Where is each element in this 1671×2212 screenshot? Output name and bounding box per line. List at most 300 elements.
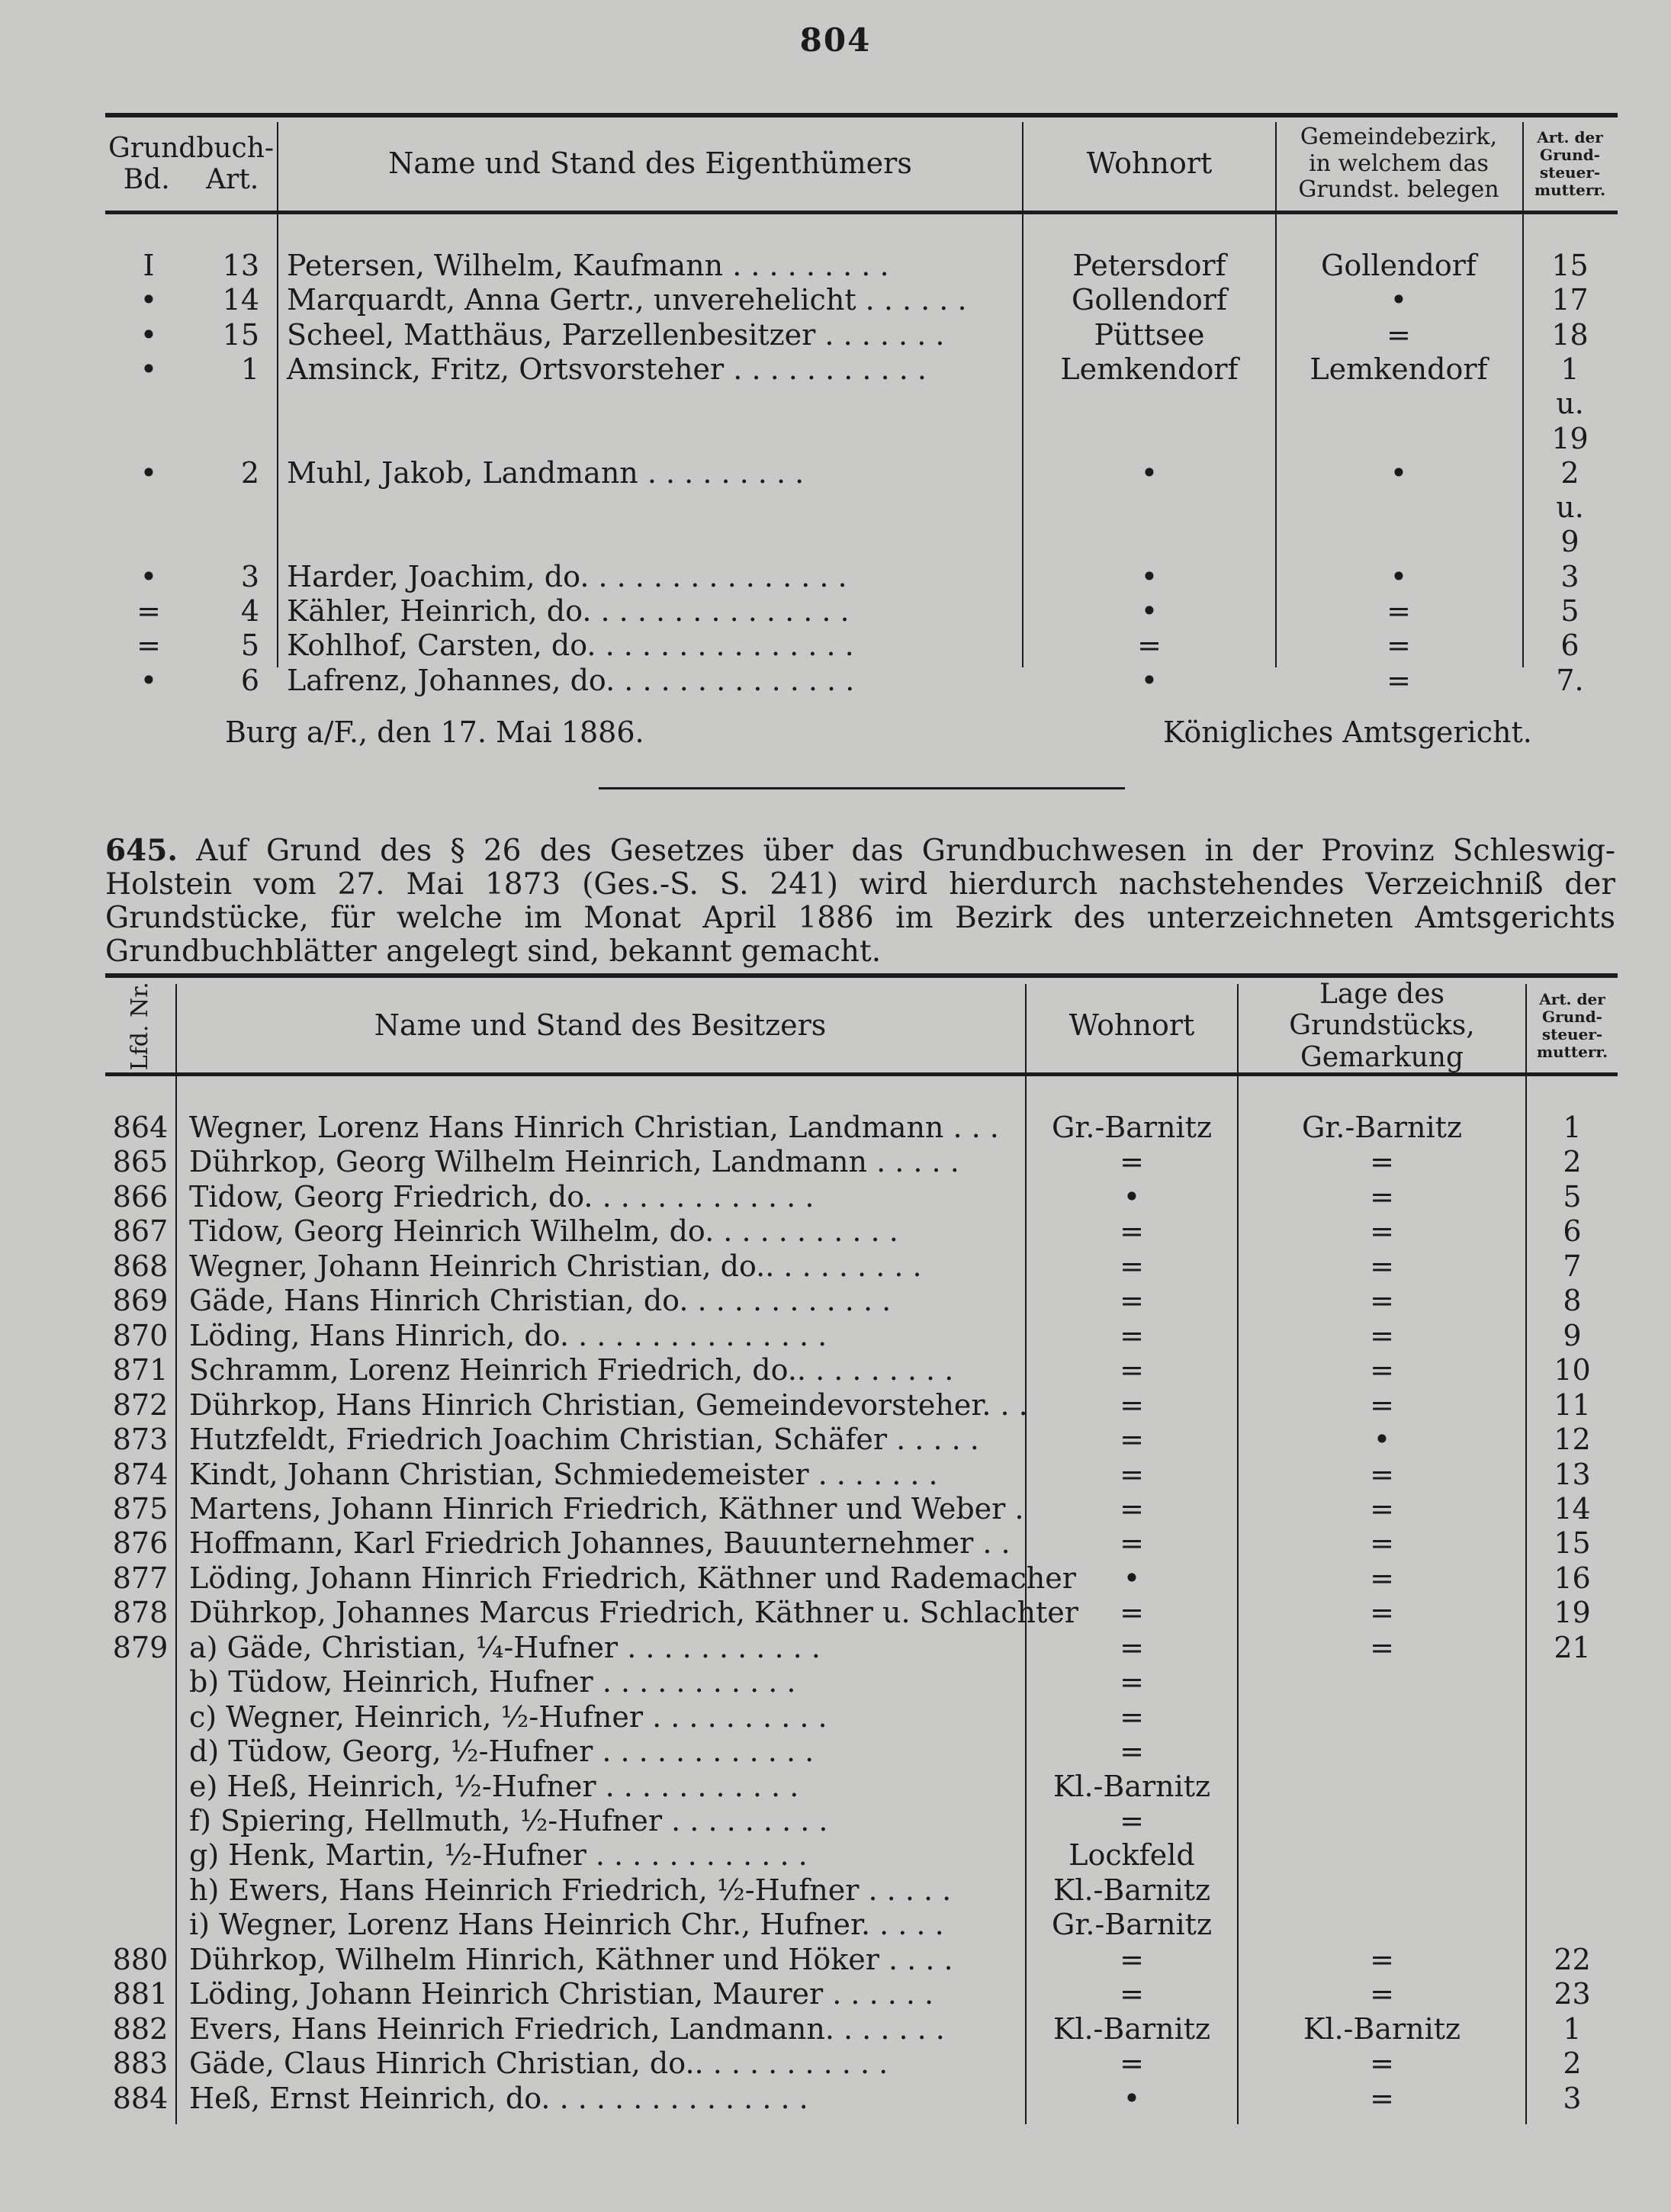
row-wohnort: = (1120, 1492, 1144, 1526)
table-row (0, 1179, 1671, 1214)
row-artgs: 15 (1551, 249, 1589, 282)
row-name (287, 352, 1017, 387)
row-nr: 881 (112, 1977, 169, 2011)
row-name-text: Martens, Johann Hinrich Friedrich, Käthner und Weber (189, 1492, 1006, 1526)
row-name-text: Kindt, Johann Christian, Schmiedemeister (189, 1458, 809, 1491)
table-row (0, 524, 1671, 559)
row-artgs: u. (1556, 490, 1584, 524)
row-name (189, 1769, 1020, 1804)
row-lage: = (1370, 1319, 1394, 1352)
row-artgs: 11 (1554, 1388, 1591, 1422)
table-row (0, 1595, 1671, 1630)
row-nr: 869 (112, 1284, 169, 1317)
row-gemeinde: = (1387, 664, 1411, 697)
row-wohnort: • (1123, 1180, 1141, 1214)
row-name-text: b) Tüdow, Heinrich, Hufner (189, 1665, 593, 1699)
row-artgs: 12 (1554, 1423, 1591, 1456)
row-leader-dots: . . . . . . . . . . . (596, 1770, 799, 1803)
row-leader-dots: . . . . (870, 1908, 944, 1941)
row-name (189, 1803, 1020, 1838)
table-row (0, 1664, 1671, 1699)
header-artgs-line-3: steuer- (1541, 1025, 1603, 1043)
table-row (0, 1561, 1671, 1596)
row-name-text: Wegner, Lorenz Hans Hinrich Christian, Landmann (189, 1111, 944, 1144)
row-leader-dots: . . . . . . . . . . . . . . (589, 560, 847, 593)
row-wohnort: = (1120, 1145, 1144, 1178)
table-row (0, 593, 1671, 629)
row-wohnort: = (1120, 1977, 1144, 2011)
row-lage: Kl.-Barnitz (1303, 2012, 1461, 2046)
row-art: 5 (240, 629, 259, 662)
row-leader-dots: . . . (982, 1388, 1028, 1422)
row-leader-dots: . . . . . . . . . . . (724, 352, 927, 386)
row-wohnort: = (1120, 2046, 1144, 2080)
row-wohnort: = (1120, 1804, 1144, 1837)
row-artgs: 22 (1554, 1943, 1591, 1976)
row-artgs: 6 (1563, 1214, 1582, 1248)
table-row (0, 559, 1671, 594)
section-645-paragraph (105, 834, 1615, 969)
row-nr: 872 (112, 1388, 169, 1422)
header-artgs-line-2: Grund- (1540, 146, 1600, 164)
row-leader-dots: . . . . . . . . . . (643, 1700, 827, 1734)
table-row (0, 1769, 1671, 1804)
header-artgs-line-4: mutterr. (1534, 181, 1606, 199)
row-name-text: Kähler, Heinrich, do. (287, 594, 592, 628)
row-wohnort: = (1120, 1388, 1144, 1422)
row-name-text: f) Spiering, Hellmuth, ½-Hufner (189, 1804, 663, 1837)
row-name-text: g) Henk, Martin, ½-Hufner (189, 1838, 586, 1872)
row-wohnort: Kl.-Barnitz (1052, 1873, 1211, 1907)
row-name-text: Petersen, Wilhelm, Kaufmann (287, 249, 724, 282)
table-row (0, 1873, 1671, 1908)
header-lage-line-1: Lage des Grundstücks, (1289, 978, 1475, 1042)
row-leader-dots: . . . . . . . . . . . (593, 1665, 796, 1699)
row-artgs: 3 (1563, 2082, 1582, 2115)
row-nr: 866 (112, 1180, 169, 1214)
row-wohnort: • (1140, 456, 1158, 490)
table-row (0, 421, 1671, 456)
row-leader-dots: . . . . . . . . . (638, 456, 805, 490)
table-row (0, 386, 1671, 421)
row-name (189, 1249, 1020, 1284)
row-leader-dots: . . . . . (887, 1423, 979, 1456)
table-row (0, 1699, 1671, 1735)
row-art: 1 (240, 352, 259, 386)
row-wohnort: = (1120, 1596, 1144, 1629)
row-artgs: 16 (1554, 1561, 1591, 1595)
row-name (189, 1526, 1020, 1561)
row-bd: = (137, 629, 161, 662)
row-name (287, 282, 1017, 317)
row-artgs: 2 (1563, 1145, 1582, 1178)
row-name-text: Dührkop, Wilhelm Hinrich, Käthner und Höker (189, 1943, 879, 1976)
row-leader-dots: . . . . . . . . (806, 1353, 954, 1387)
row-name (287, 559, 1017, 594)
row-lage: • (1373, 1423, 1391, 1456)
row-leader-dots: . . . . . . . . . . . . . (615, 664, 855, 697)
row-name (189, 1457, 1020, 1492)
row-artgs: 19 (1554, 1596, 1591, 1629)
row-name-text: Tidow, Georg Heinrich Wilhelm, do. (189, 1214, 715, 1248)
row-leader-dots: . . . . . . . . . . . . (593, 1180, 815, 1214)
row-bd: • (140, 456, 158, 490)
row-name-text: Hoffmann, Karl Friedrich Johannes, Bauunternehmer (189, 1526, 974, 1560)
table-row (0, 2011, 1671, 2046)
table-row (0, 1249, 1671, 1284)
table-1-footer-place: Burg a/F., den 17. Mai 1886. (225, 715, 644, 749)
row-name-text: e) Heß, Heinrich, ½-Hufner (189, 1770, 596, 1803)
row-art: 3 (240, 560, 259, 593)
row-name-text: Dührkop, Georg Wilhelm Heinrich, Landmann (189, 1145, 867, 1178)
table-row (0, 1491, 1671, 1526)
table-2-header-wohnort: Wohnort (1068, 1008, 1195, 1043)
row-artgs: 1 (1563, 2012, 1582, 2046)
table-row (0, 1283, 1671, 1318)
table-row (0, 1318, 1671, 1353)
row-wohnort: Kl.-Barnitz (1052, 2012, 1211, 2046)
row-wohnort: = (1120, 1665, 1144, 1699)
table-row (0, 1734, 1671, 1769)
row-artgs: 17 (1551, 283, 1589, 317)
row-wohnort: • (1140, 594, 1158, 628)
row-nr: 865 (112, 1145, 169, 1178)
row-nr: 870 (112, 1319, 169, 1352)
table-row (0, 1457, 1671, 1492)
row-leader-dots: . . . . . . (856, 283, 967, 317)
row-leader-dots: . . . . . (867, 1145, 959, 1178)
row-name-text: Tidow, Georg Friedrich, do. (189, 1180, 593, 1214)
row-name-text: c) Wegner, Heinrich, ½-Hufner (189, 1700, 644, 1734)
row-leader-dots: . . . . . . . . . . . . . . (569, 1319, 827, 1352)
table-row (0, 317, 1671, 352)
header-artgs-line-4: mutterr. (1536, 1043, 1608, 1061)
table-row (0, 2046, 1671, 2081)
row-bd: = (137, 594, 161, 628)
row-wohnort: Gollendorf (1072, 283, 1227, 317)
row-name-text: Marquardt, Anna Gertr., unverehelicht (287, 283, 856, 317)
row-name (189, 1907, 1020, 1942)
row-name (189, 1734, 1020, 1769)
table-row (0, 1942, 1671, 1977)
row-name (287, 248, 1017, 283)
header-gemeinde-line-1: Gemeindebezirk, (1300, 124, 1498, 151)
row-lage: = (1370, 1631, 1394, 1664)
row-name-text: Lafrenz, Johannes, do. (287, 664, 615, 697)
row-wohnort: Petersdorf (1072, 249, 1226, 282)
row-wohnort: = (1120, 1700, 1144, 1734)
table-row (0, 352, 1671, 387)
table-1-header-artgs (1522, 122, 1618, 206)
row-wohnort: Kl.-Barnitz (1052, 1770, 1211, 1803)
row-name (287, 455, 1017, 490)
row-art: 14 (222, 283, 259, 317)
row-name (189, 1942, 1020, 1977)
row-lage: = (1370, 1492, 1394, 1526)
row-wohnort: = (1120, 1458, 1144, 1491)
row-name-text: d) Tüdow, Georg, ½-Hufner (189, 1735, 593, 1768)
row-name-text: Löding, Johann Hinrich Friedrich, Käthner und Rademacher (189, 1561, 1076, 1595)
row-leader-dots: . . . (943, 1111, 999, 1144)
row-nr: 864 (112, 1111, 169, 1144)
section-divider (599, 787, 1125, 789)
row-leader-dots: . . . . . . . . . . . . . . (591, 594, 850, 628)
table-row (0, 282, 1671, 317)
row-lage: Gr.-Barnitz (1302, 1111, 1462, 1144)
row-name-text: Kohlhof, Carsten, do. (287, 629, 596, 662)
table-1-footer-court: Königliches Amtsgericht. (1163, 715, 1532, 749)
row-gemeinde: Lemkendorf (1309, 352, 1488, 386)
row-name-text: Hutzfeldt, Friedrich Joachim Christian, Schäfer (189, 1423, 888, 1456)
table-1-header-rule (105, 211, 1618, 214)
row-gemeinde: = (1387, 594, 1411, 628)
row-artgs: 23 (1554, 1977, 1591, 2011)
row-lage: = (1370, 1214, 1394, 1248)
row-name (287, 317, 1017, 352)
row-art: 2 (240, 456, 259, 490)
row-wohnort: = (1120, 1249, 1144, 1283)
row-name (189, 1214, 1020, 1249)
row-name (189, 2046, 1020, 2081)
row-leader-dots: . (1005, 1492, 1024, 1526)
table-1-header-grundbuch (105, 122, 277, 206)
header-artgs-line-1: Art. der (1537, 128, 1603, 146)
row-wohnort: = (1120, 1526, 1144, 1560)
row-name-text: Scheel, Matthäus, Parzellenbesitzer (287, 318, 816, 352)
row-gemeinde: • (1390, 456, 1408, 490)
row-lage: = (1370, 1561, 1394, 1595)
row-artgs: 9 (1560, 525, 1579, 558)
row-name (189, 1595, 1078, 1630)
row-artgs: 7. (1556, 664, 1584, 697)
row-name (189, 2011, 1020, 2046)
row-name (189, 1110, 1020, 1145)
row-name-text: Löding, Johann Heinrich Christian, Maurer (189, 1977, 824, 2011)
row-nr: 876 (112, 1526, 169, 1560)
header-lage-line-2: Gemarkung (1300, 1041, 1464, 1073)
row-nr: 868 (112, 1249, 169, 1283)
table-row (0, 1144, 1671, 1179)
row-wohnort: = (1120, 1319, 1144, 1352)
row-name (189, 1283, 1020, 1318)
row-lage: = (1370, 1596, 1394, 1629)
table-row (0, 663, 1671, 698)
row-artgs: 2 (1563, 2046, 1582, 2080)
row-nr: 880 (112, 1943, 169, 1976)
row-artgs: 9 (1563, 1319, 1582, 1352)
row-wohnort: Gr.-Barnitz (1052, 1908, 1212, 1941)
row-nr: 882 (112, 2012, 169, 2046)
row-name-text: Löding, Hans Hinrich, do. (189, 1319, 570, 1352)
table-2-header-lage (1239, 978, 1525, 1073)
row-name (189, 1837, 1020, 1873)
table-row (0, 490, 1671, 525)
row-leader-dots: . . . . . . . . . (723, 249, 889, 282)
row-name (287, 663, 1017, 698)
row-name-text: i) Wegner, Lorenz Hans Heinrich Chr., Hufner. (189, 1908, 871, 1941)
row-wohnort: • (1140, 560, 1158, 593)
row-name (189, 1873, 1020, 1908)
row-leader-dots: . . . . . . . . . . . . . . (550, 2082, 808, 2115)
row-artgs: 1 (1563, 1111, 1582, 1144)
header-art-label: Art. (206, 164, 259, 195)
row-lage: = (1370, 1284, 1394, 1317)
row-artgs: 8 (1563, 1284, 1582, 1317)
table-row (0, 1837, 1671, 1873)
row-artgs: 15 (1554, 1526, 1591, 1560)
table-row (0, 1976, 1671, 2011)
row-artgs: 14 (1554, 1492, 1591, 1526)
row-name-text: Dührkop, Hans Hinrich Christian, Gemeindevorsteher (189, 1388, 982, 1422)
row-wohnort: Lemkendorf (1060, 352, 1239, 386)
row-name (189, 1699, 1020, 1735)
row-name (189, 1630, 1020, 1665)
row-name-text: Dührkop, Johannes Marcus Friedrich, Käthner u. Schlachter (189, 1596, 1078, 1629)
row-name (189, 1179, 1020, 1214)
row-leader-dots: . . . . (879, 1943, 953, 1976)
row-name (189, 1976, 1020, 2011)
header-artgs-line-1: Art. der (1539, 990, 1605, 1008)
row-leader-dots: . . . . . . . . . . . (688, 1284, 892, 1317)
row-name-text: Gäde, Hans Hinrich Christian, do. (189, 1284, 689, 1317)
row-wohnort: Gr.-Barnitz (1052, 1111, 1212, 1144)
row-wohnort: • (1123, 1561, 1141, 1595)
row-wohnort: = (1120, 1631, 1144, 1664)
row-artgs: 5 (1563, 1180, 1582, 1214)
table-row (0, 1422, 1671, 1457)
table-row (0, 628, 1671, 663)
row-wohnort: Püttsee (1094, 318, 1205, 352)
header-artgs-line-2: Grund- (1542, 1008, 1602, 1026)
header-grundbuch-label: Grundbuch- (108, 132, 275, 164)
row-leader-dots: . . (973, 1526, 1011, 1560)
row-artgs: 6 (1560, 629, 1579, 662)
table-row (0, 1110, 1671, 1145)
table-1-header-gemeinde (1277, 122, 1521, 206)
row-name (287, 628, 1017, 663)
row-name (287, 593, 1017, 629)
row-gemeinde: Gollendorf (1321, 249, 1477, 282)
row-name (189, 1387, 1028, 1423)
row-lage: = (1370, 1353, 1394, 1387)
row-lage: = (1370, 1145, 1394, 1178)
row-nr: 877 (112, 1561, 169, 1595)
row-nr: 884 (112, 2082, 169, 2115)
row-gemeinde: • (1390, 560, 1408, 593)
row-artgs: 13 (1554, 1458, 1591, 1491)
row-bd: • (140, 664, 158, 697)
row-name (189, 1352, 1020, 1387)
table-1-top-rule (105, 113, 1618, 117)
row-artgs: 5 (1560, 594, 1579, 628)
row-wohnort: = (1120, 1284, 1144, 1317)
row-lage: = (1370, 1977, 1394, 2011)
row-wohnort: • (1123, 2082, 1141, 2115)
row-nr: 875 (112, 1492, 169, 1526)
row-leader-dots: . . . . . . . (815, 318, 945, 352)
row-gemeinde: = (1387, 629, 1411, 662)
row-artgs: 18 (1551, 318, 1589, 352)
row-lage: = (1370, 1180, 1394, 1214)
row-nr: 871 (112, 1353, 169, 1387)
row-leader-dots: . . . . . . . . . (662, 1804, 828, 1837)
row-wohnort: = (1120, 1735, 1144, 1768)
row-lage: = (1370, 1458, 1394, 1491)
row-wohnort: Lockfeld (1068, 1838, 1195, 1872)
table-row (0, 455, 1671, 490)
row-artgs: 1 (1560, 352, 1579, 386)
page-number: 804 (799, 21, 872, 59)
row-leader-dots: . . . . . (859, 1873, 952, 1907)
row-name (189, 1664, 1020, 1699)
row-artgs: 21 (1554, 1631, 1591, 1664)
table-row (0, 1387, 1671, 1423)
row-lage: = (1370, 1388, 1394, 1422)
section-text: Auf Grund des § 26 des Gesetzes über das Grundbuchwesen in der Provinz Schleswig-Holstein vom 27. Mai 1873 (Ges.-S. S. 241) wird hierdurch nachstehendes Verzeichniß der Grundstücke, für welche im Monat April 1886 im Bezirk des unterzeichneten Amtsgerichts Grundbuchblätter angelegt sind, bekannt gemacht. (105, 834, 1615, 969)
row-name (189, 1561, 1076, 1596)
row-leader-dots: . . . . . . . . . . (703, 2046, 889, 2080)
row-wohnort: • (1140, 664, 1158, 697)
section-number: 645. (105, 833, 178, 868)
row-nr: 883 (112, 2046, 169, 2080)
row-name-text: Amsinck, Fritz, Ortsvorsteher (287, 352, 725, 386)
row-nr: 873 (112, 1423, 169, 1456)
row-art: 6 (240, 664, 259, 697)
row-name-text: Schramm, Lorenz Heinrich Friedrich, do.. (189, 1353, 807, 1387)
row-name-text: Muhl, Jakob, Landmann (287, 456, 638, 490)
table-2-header-name: Name und Stand des Besitzers (374, 1008, 827, 1043)
table-row (0, 1352, 1671, 1387)
row-gemeinde: • (1390, 283, 1408, 317)
row-wohnort: = (1137, 629, 1162, 662)
row-artgs: 10 (1554, 1353, 1591, 1387)
header-gemeinde-line-2: in welchem das (1309, 150, 1489, 177)
row-name-text: a) Gäde, Christian, ¼-Hufner (189, 1631, 619, 1664)
table-row (0, 1526, 1671, 1561)
row-leader-dots: . . . . . . (834, 2012, 945, 2046)
row-artgs: 2 (1560, 456, 1579, 490)
table-1-header-wohnort: Wohnort (1086, 146, 1213, 181)
row-gemeinde: = (1387, 318, 1411, 352)
row-lage: = (1370, 2046, 1394, 2080)
row-leader-dots: . . . . . . . . . . . . (586, 1838, 808, 1872)
row-leader-dots: . . . . . . . (808, 1458, 938, 1491)
row-name-text: Wegner, Johann Heinrich Christian, do.. (189, 1249, 775, 1283)
row-bd: • (140, 318, 158, 352)
row-name (189, 2081, 1020, 2116)
row-nr: 878 (112, 1596, 169, 1629)
row-name (189, 1422, 1020, 1457)
row-wohnort: = (1120, 1214, 1144, 1248)
row-name-text: Gäde, Claus Hinrich Christian, do.. (189, 2046, 704, 2080)
row-name-text: Evers, Hans Heinrich Friedrich, Landmann. (189, 2012, 834, 2046)
row-wohnort: = (1120, 1943, 1144, 1976)
row-bd: • (140, 283, 158, 317)
table-row (0, 1214, 1671, 1249)
table-2-header-artgs (1527, 984, 1618, 1068)
row-wohnort: = (1120, 1423, 1144, 1456)
table-row (0, 248, 1671, 283)
row-leader-dots: . . . . . . . . . . . (618, 1631, 821, 1664)
row-lage: = (1370, 1249, 1394, 1283)
row-art: 4 (240, 594, 259, 628)
row-lage: = (1370, 2082, 1394, 2115)
row-name-text: h) Ewers, Hans Heinrich Friedrich, ½-Hufner (189, 1873, 860, 1907)
row-bd: I (143, 249, 155, 282)
row-name (189, 1144, 1020, 1179)
header-gemeinde-line-3: Grundst. belegen (1298, 176, 1499, 204)
row-lage: = (1370, 1943, 1394, 1976)
